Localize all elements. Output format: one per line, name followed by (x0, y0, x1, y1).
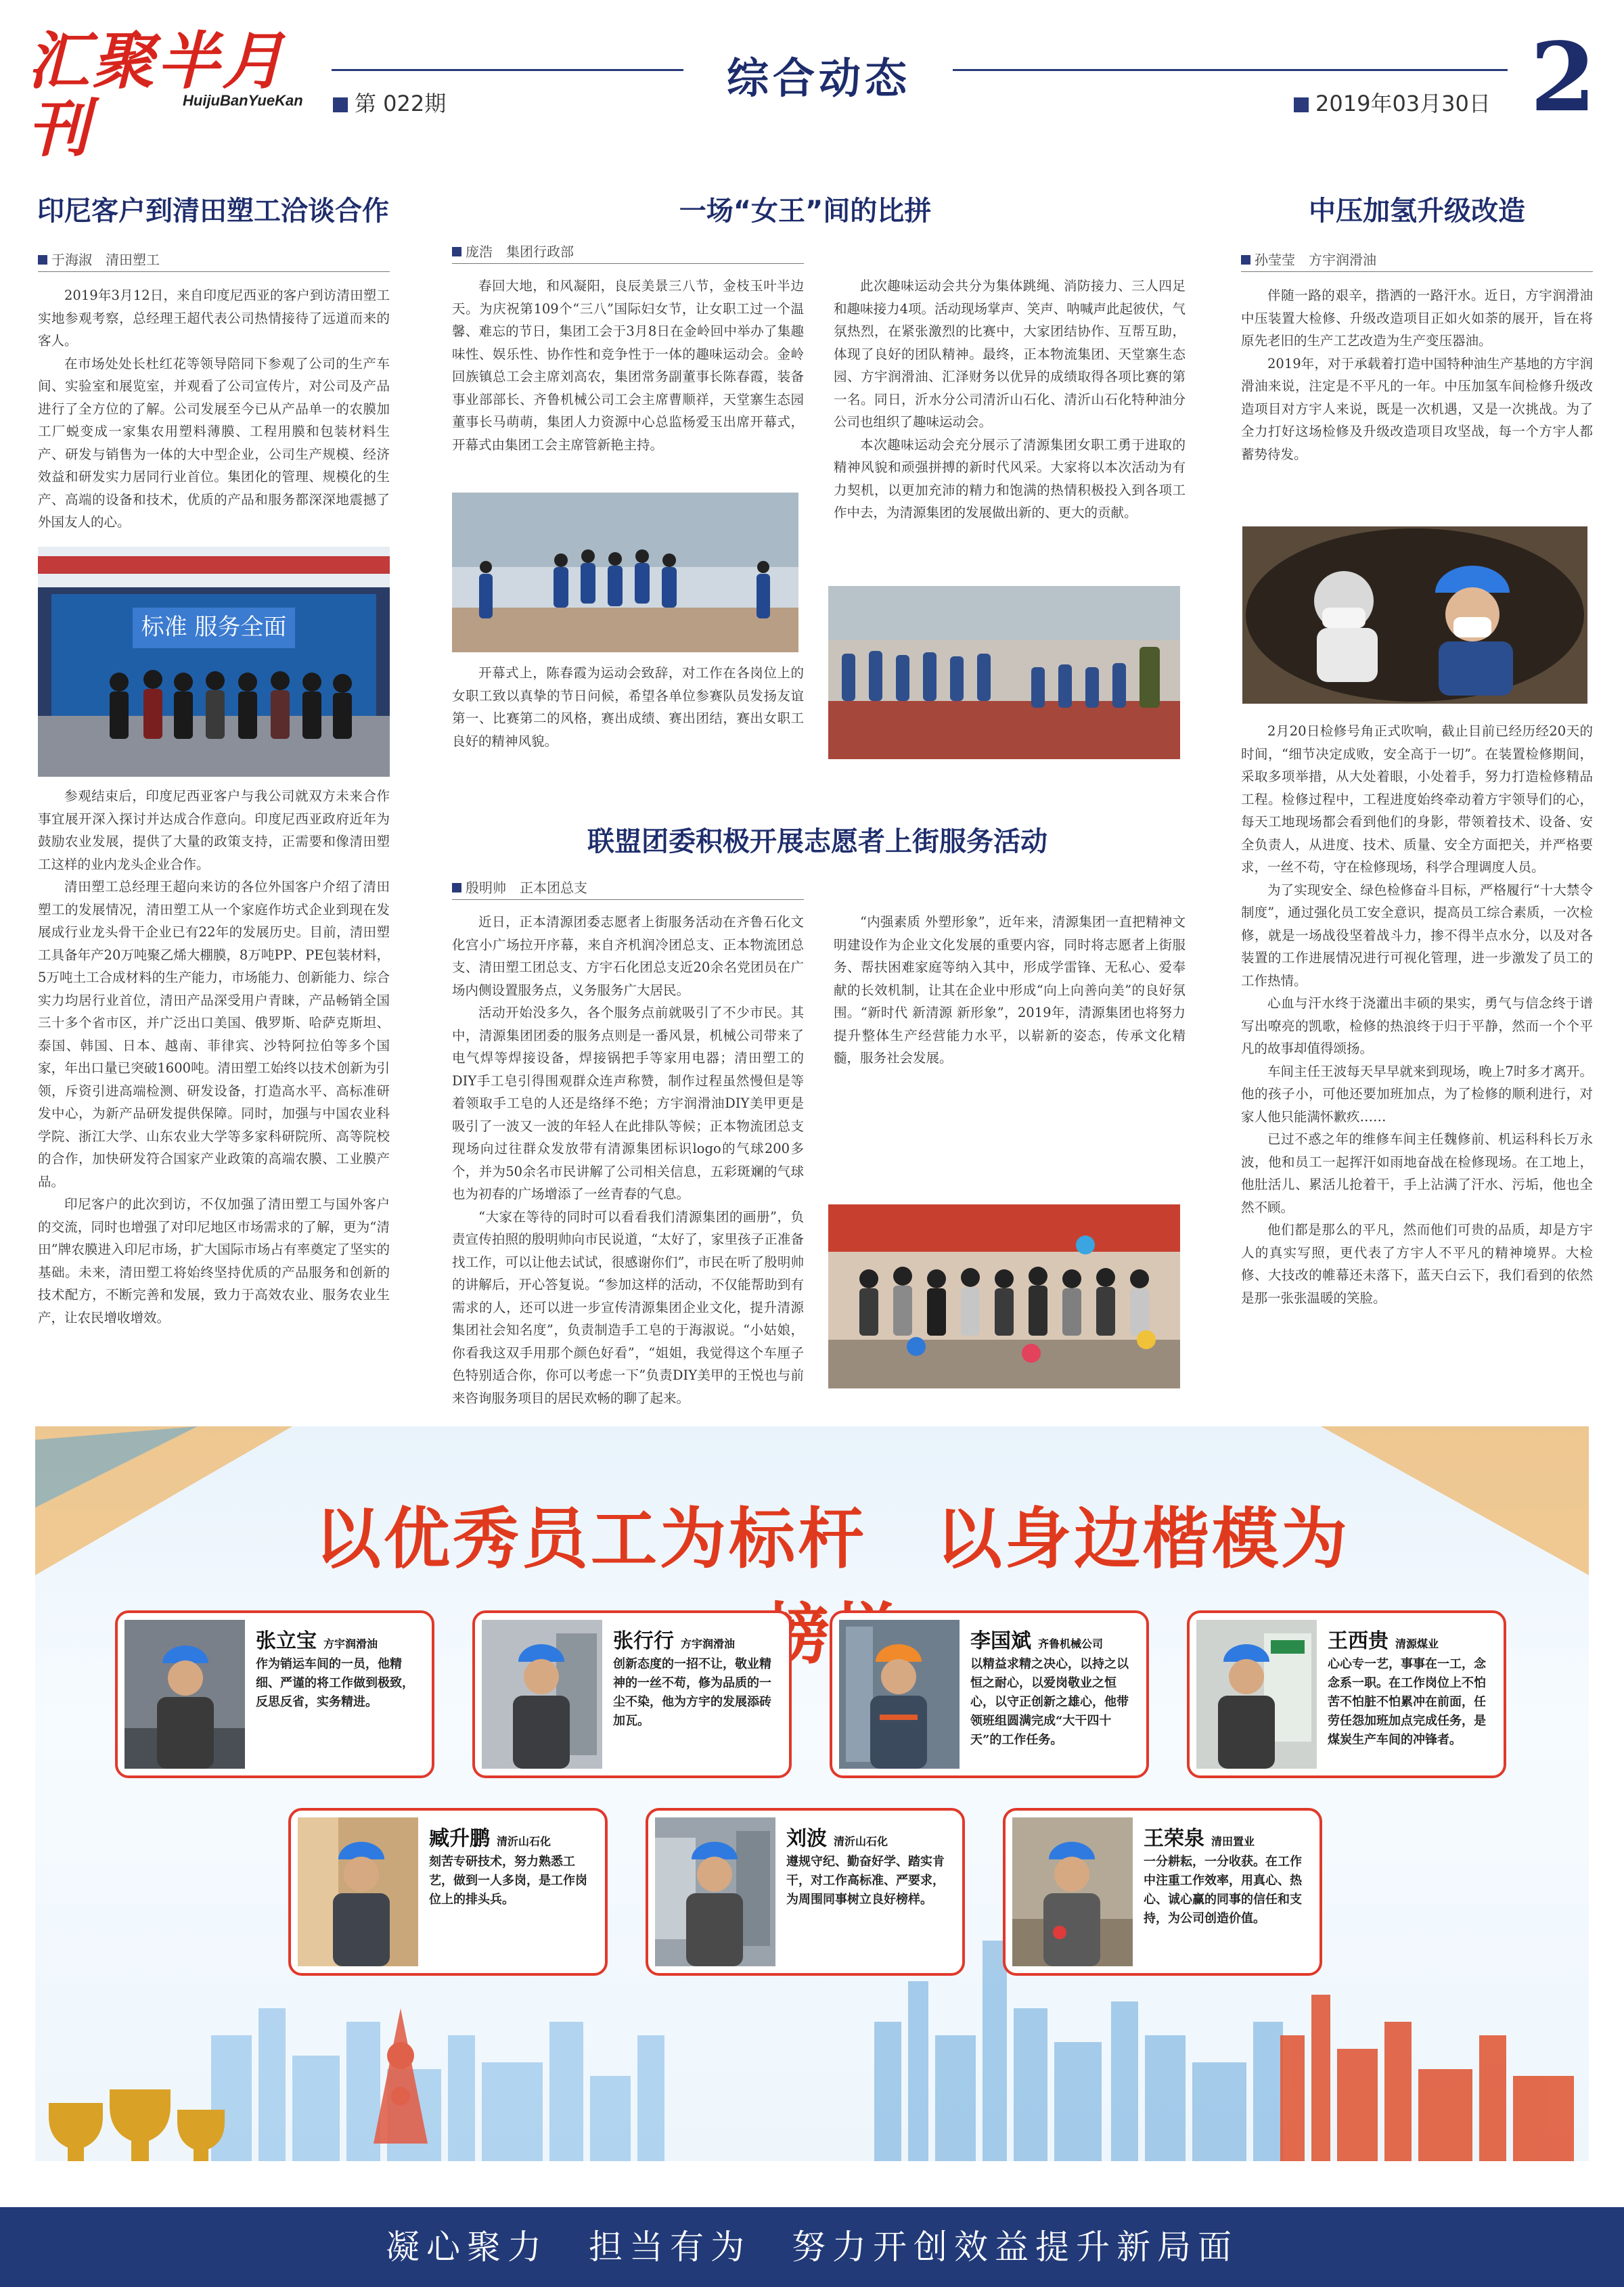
masthead-rule-right (953, 69, 1508, 71)
paragraph: 2019年3月12日，来自印度尼西亚的客户到访清田塑工实地参观考察，总经理王超代表公司热情接待了远道而来的客人。 (38, 288, 390, 348)
issue-number: 第 022期 (333, 87, 446, 118)
section-title: 综合动态 (726, 53, 911, 103)
photo-relay-race (828, 586, 1180, 759)
paragraph: “内强素质 外塑形象”，近年来，清源集团一直把精神文明建设作为企业文化发展的重要内容，同时将志愿者上街服务、帮扶困难家庭等纳入其中，形成学雷锋、无私心、爱奉献的长效机制，让其在企业中形成“向上向善向美”的良好氛围。“新时代 新清源 新形象”，2019年，清源集团也将努力提升整体生产经营能力水平，以崭新的姿态，传承文化精髓，服务社会发展。 (834, 914, 1186, 1066)
photo-rope-jumping (452, 493, 798, 652)
paragraph: 已过不惑之年的维修车间主任魏修前、机运科科长万永波，他和员工一起挥汗如雨地奋战在检修现场。在工地上，他肚活儿、累活儿抢着干，手上沾满了汗水、污垢，他也全然不顾。 (1241, 1131, 1593, 1215)
worker-photo (839, 1620, 960, 1769)
banner-title: 以优秀员工为标杆 以身边楷模为榜 (314, 1501, 1350, 1673)
photo-visitors-group (38, 547, 390, 777)
model-worker-card (1187, 1610, 1506, 1778)
worker-name: 刘波 清沂山石化 (786, 1827, 888, 1851)
issue-date: 2019年03月30日 (1294, 87, 1491, 118)
worker-photo (482, 1620, 602, 1769)
article-body-right (834, 911, 1186, 1181)
logo-pinyin: HuijuBanYueKan (183, 92, 303, 109)
article-body (452, 911, 804, 1406)
worker-description: 心心专一艺，事事在一工，念念系一职。在工作岗位上不怕苦不怕脏不怕累冲在前面，任劳任怨加班加点完成任务，是煤炭生产车间的冲锋者。 (1328, 1657, 1486, 1747)
paragraph: 春回大地，和风凝阳，良辰美景三八节，金枝玉叶半边天。为庆祝第109个“三八”国际妇女节，让女职工过一个温馨、难忘的节日，集团工会于3月8日在金岭回中举办了集趣味性、娱乐性、协作性和竞争性于一体的趣味运动会。金岭回族镇总工会主席刘高农，集团常务副董事长陈春霞，装备事业部部长、齐鲁机械公司工会主席曹顺祥，天堂寨生态园董事长马萌萌，集团人力资源中心总监杨爱玉出席开幕式，开幕式由集团工会主席管新艳主持。 (452, 278, 804, 453)
article-byline: 于海淑 清田塑工 (38, 249, 390, 272)
worker-photo (1012, 1817, 1133, 1966)
article-title-indonesia: 印尼客户到清田塑工洽谈合作 (37, 196, 389, 227)
logo-chinese: 汇聚半月刊 (27, 24, 288, 165)
article-body-cont (452, 662, 804, 797)
worker-name: 王荣泉 清田置业 (1144, 1827, 1255, 1851)
worker-description: 以精益求精之决心，以持之以恒之耐心，以爱岗敬业之恒心，以守正创新之雄心，他带领班组圆满完成“大干四十天”的工作任务。 (970, 1657, 1129, 1747)
page-number: 2 (1530, 22, 1596, 133)
article-body (452, 275, 804, 491)
trophy-icon (49, 2089, 225, 2161)
masthead-rule-left (332, 69, 683, 71)
worker-name: 张行行 方宇润滑油 (613, 1629, 736, 1653)
worker-description: 一分耕耘，一分收获。在工作中注重工作效率，用真心、热心、诚心赢的同事的信任和支持，为公司创造价值。 (1144, 1855, 1302, 1926)
article-title-hydrogenation: 中压加氢升级改造 (1309, 196, 1525, 227)
worker-photo (655, 1817, 775, 1966)
article-body (1241, 284, 1593, 494)
model-worker-card (115, 1610, 434, 1778)
paragraph: 2月20日检修号角正式吹响，截止目前已经历经20天的时间，“细节决定成败，安全高于一切”。在装置检修期间，采取多项举措，从大处着眼，小处着手，努力打造检修精品工程。检修过程中，工程进度始终牵动着方宇领导们的心，每天工地现场都会看到他们的身影，带领着技术、设备、安全负责人，从进度、技术、质量、安全方面把关，并严格要求，一丝不苟，守在检修现场，科学合理调度人员。 (1241, 723, 1593, 875)
masthead-logo (27, 24, 311, 165)
worker-name: 臧升鹏 清沂山石化 (429, 1827, 551, 1851)
article-body-right (834, 275, 1186, 579)
worker-name: 王西贵 清源煤业 (1328, 1629, 1439, 1653)
city-skyline-icon (211, 2008, 664, 2161)
model-worker-card (1003, 1808, 1322, 1976)
worker-photo (125, 1620, 245, 1769)
article-body-cont (38, 785, 390, 1387)
paragraph: 在市场处处长杜红花等领导陪同下参观了公司的生产车间、实验室和展览室，并观看了公司宣传片，对公司及产品进行了全方位的了解。公司发展至今已从产品单一的农膜加工厂蜕变成一家集农用塑料薄膜、工程用膜和包装材料生产、研发与销售为一体的大中型企业，公司生产规模、经济效益和研发实力居同行业首位。集团化的管理、规模化的生产、高端的设备和技术，优质的产品和服务都深深地震撼了外国友人的心。 (38, 355, 390, 530)
paragraph: 本次趣味运动会充分展示了清源集团女职工勇于进取的精神风貌和顽强拼搏的新时代风采。大家将以本次活动为有力契机，以更加充沛的精力和饱满的热情积极投入到各项工作中去，为清源集团的发展做出新的、更大的贡献。 (834, 436, 1186, 520)
paragraph: 为了实现安全、绿色检修奋斗目标，严格履行“十大禁令制度”，通过强化员工安全意识，提高员工综合素质，一次检修，就是一场战役坚着战斗力，掺不得半点水分，以及对各装置的工作进展情况进行可视化管理，进一步激发了员工的工作热情。 (1241, 882, 1593, 989)
paragraph: 印尼客户的此次到访，不仅加强了清田塑工与国外客户的交流，同时也增强了对印尼地区市场需求的了解，更为“清田”牌农膜进入印尼市场，扩大国际市场占有率奠定了坚实的基础。未来，清田塑工将始终坚持优质的产品服务和创新的技术配方，不断完善和发展，致力于高效农业、服务农业生产，让农民增收增效。 (38, 1196, 390, 1326)
worker-description: 刻苦专研技术，努力熟悉工艺，做到一人多岗，是工作岗位上的排头兵。 (429, 1855, 587, 1907)
paragraph: 参观结束后，印度尼西亚客户与我公司就双方未来合作事宜展开深入探讨并达成合作意向。印度尼西亚政府近年为鼓励农业发展，提供了大量的政策支持，正需要和像清田塑工这样的业内龙头企业合作。 (38, 788, 390, 872)
worker-photo (298, 1817, 418, 1966)
worker-description: 作为销运车间的一员，他精细、严谨的将工作做到极致，反思反省，实务精进。 (256, 1657, 414, 1709)
article-title-women-games: 一场“女王”间的比拼 (679, 196, 932, 227)
worker-photo (1196, 1620, 1317, 1769)
paragraph: 清田塑工总经理王超向来访的各位外国客户介绍了清田塑工的发展情况，清田塑工从一个家庭作坊式企业到现在发展成行业龙头骨干企业已有22年的发展历史。目前，清田塑工具备年产20万吨聚乙烯大棚膜，8万吨PP、PE包装材料，5万吨土工合成材料的生产能力，市场能力、创新能力、综合实力均居行业首位，清田产品深受用户青睐，产品畅销全国三十多个省市区，并广泛出口美国、俄罗斯、哈萨克斯坦、泰国、韩国、日本、越南、菲律宾、沙特阿拉伯等多个国家，年出口量已突破1600吨。清田塑工始终以技术创新为引领，斥资引进高端检测、研发设备，打造高水平、高标准研发中心，为新产品研发提供保障。同时，加强与中国农业科学院、浙江大学、山东农业大学等多家科研院所、高等院校的合作，加快研发符合国家产业政策的高端农膜、工业膜产品。 (38, 879, 390, 1190)
model-worker-card (830, 1610, 1149, 1778)
model-worker-card (646, 1808, 965, 1976)
worker-description: 创新态度的一招不让，敬业精神的一丝不苟，修为品质的一尘不染，他为方宇的发展添砖加瓦。 (613, 1657, 771, 1728)
paragraph: 他们都是那么的平凡，然而他们可贵的品质，却是方宇人的真实写照，更代表了方宇人不平凡的精神境界。大检修、大技改的帷幕还未落下，蓝天白云下，我们看到的依然是那一张张温暖的笑脸。 (1241, 1222, 1593, 1306)
paragraph: 心血与汗水终于浇灌出丰硕的果实，勇气与信念终于谱写出嘹亮的凯歌，检修的热浪终于归于平静，然而一个个平凡的故事却值得颂扬。 (1241, 995, 1593, 1056)
footer-slogan: 凝心聚力 担当有为 努力开创效益提升新局面 (0, 2207, 1624, 2287)
paragraph: 开幕式上，陈春霞为运动会致辞，对工作在各岗位上的女职工致以真挚的节日问候，希望各单位参赛队员发扬友谊第一、比赛第二的风格，赛出成绩、赛出团结，赛出女职工良好的精神风貌。 (452, 665, 804, 749)
photo-volunteers-group (828, 1204, 1180, 1388)
article-byline: 孙莹莹 方宇润滑油 (1241, 249, 1593, 272)
article-title-volunteers: 联盟团委积极开展志愿者上街服务活动 (587, 826, 1047, 857)
article-body-cont (1241, 720, 1593, 1390)
paragraph: 伴随一路的艰辛，揩洒的一路汗水。近日，方宇润滑油中压装置大检修、升级改造项目正如火如荼的展开，旨在将原先老旧的生产工艺改造为生产变压器油。 (1241, 288, 1593, 348)
paragraph: 车间主任王波每天早早就来到现场，晚上7时多才离开。他的孩子小，可他还要加班加点，为了检修的顺利进行，对家人他只能满怀歉疚…… (1241, 1063, 1593, 1125)
article-byline: 殷明帅 正本团总支 (452, 877, 804, 900)
worker-name: 李国斌 齐鲁机械公司 (970, 1629, 1104, 1653)
photo-maintenance-workers (1242, 526, 1587, 704)
paragraph: “大家在等待的同时可以看看我们清源集团的画册”，负责宣传拍照的殷明帅向市民说道，“太好了，家里孩子正准备找工作，可以让他去试试，很感谢你们”，市民在听了殷明帅的讲解后，开心答复说。“参加这样的活动，不仅能帮助到有需求的人，还可以进一步宣传清源集团企业文化，提升清源集团社会知名度”，负责制造手工皂的于海淑说。“小姑娘，你看我这双手用那个颜色好看”，“姐姐，我觉得这个车厘子色特别适合你，你可以考虑一下”负责DIY美甲的王悦也与前来咨询服务项目的居民欢畅的聊了起来。 (452, 1208, 804, 1406)
paragraph: 活动开始没多久，各个服务点前就吸引了不少市民。其中，清源集团团委的服务点则是一番风景，机械公司带来了电气焊等焊接设备，焊接锅把手等家用电器；清田塑工的DIY手工皂引得围观群众连声称赞，制作过程虽然慢但是等着领取手工皂的人还是络绎不绝；方宇润滑油DIY美甲更是吸引了一波又一波的年轻人在此排队等候；正本物流团总支现场向过往群众发放带有清源集团标识logo的气球200多个，并为50余名市民讲解了公司相关信息，五彩斑斓的气球也为初春的广场增添了一丝青春的气息。 (452, 1005, 804, 1202)
article-body (38, 284, 390, 541)
worker-description: 遵规守纪、勤奋好学、踏实肯干，对工作高标准、严要求，为周围同事树立良好榜样。 (786, 1855, 945, 1907)
model-worker-card (472, 1610, 792, 1778)
paragraph: 2019年，对于承载着打造中国特种油生产基地的方宇润滑油来说，注定是不平凡的一年。中压加氢车间检修升级改造项目对方宇人来说，既是一次机遇，又是一次挑战。为了全力打好这场检修及升级改造项目攻坚战，每一个方宇人都蓄势待发。 (1241, 355, 1593, 462)
article-byline: 庞浩 集团行政部 (452, 241, 804, 264)
worker-name: 张立宝 方宇润滑油 (256, 1629, 378, 1653)
paragraph: 近日，正本清源团委志愿者上街服务活动在齐鲁石化文化宫小广场拉开序幕，来自齐机润冷团总支、正本物流团总支、清田塑工团总支、方宇石化团总支近20余名党团员在广场内侧设置服务点，义务服务广大居民。 (452, 914, 804, 998)
model-worker-card (288, 1808, 608, 1976)
paragraph: 此次趣味运动会共分为集体跳绳、消防接力、三人四足和趣味接力4项。活动现场掌声、笑声、呐喊声此起彼伏，气氛热烈，在紧张激烈的比赛中，大家团结协作、互帮互助，体现了良好的团队精神。最终，正本物流集团、天堂寨生态园、方宇润滑油、汇泽财务以优异的成绩取得各项比赛的第一名。同日，沂水分公司清沂山石化、清沂山石化特种油分公司也组织了趣味运动会。 (834, 278, 1186, 430)
photo-sign-text: 标准 服务全面 (141, 614, 287, 641)
